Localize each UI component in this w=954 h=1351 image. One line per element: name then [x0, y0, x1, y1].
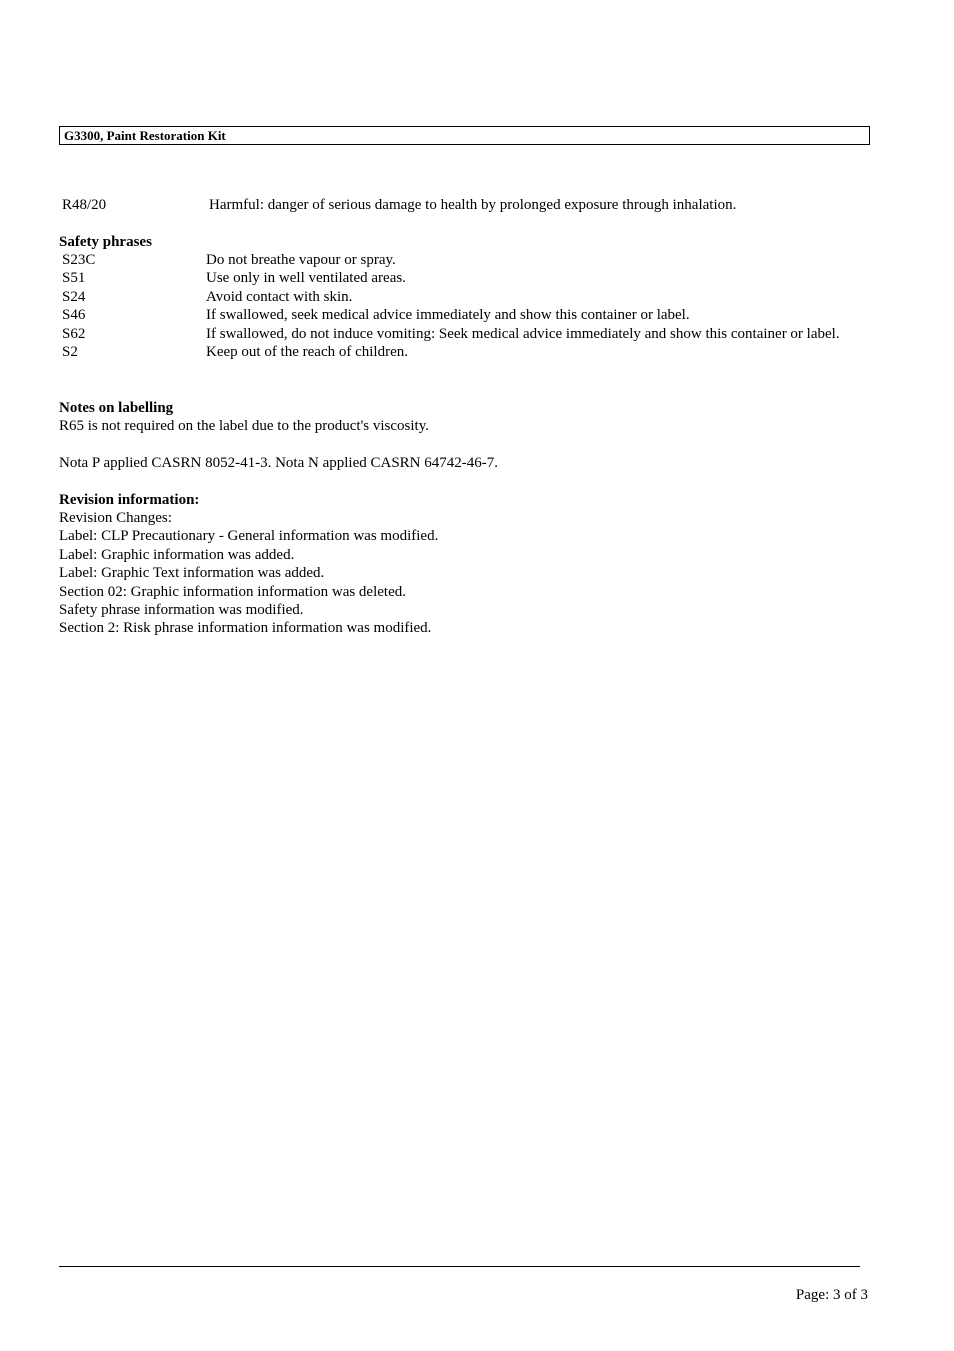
revision-line: Safety phrase information was modified. — [59, 602, 304, 619]
safety-phrase-code: S62 — [62, 325, 86, 342]
document-header — [59, 126, 870, 145]
safety-phrase-text: Keep out of the reach of children. — [206, 344, 408, 361]
revision-line: Revision Changes: — [59, 510, 172, 526]
safety-phrase-row — [62, 251, 862, 269]
safety-phrase-row — [62, 269, 862, 287]
safety-phrase-row — [62, 306, 862, 324]
safety-phrase-text: Avoid contact with skin. — [206, 288, 353, 305]
safety-phrase-code: S51 — [62, 270, 86, 287]
safety-phrase-row — [62, 288, 862, 306]
revision-line: Label: Graphic information was added. — [59, 546, 295, 563]
safety-phrase-text: Use only in well ventilated areas. — [206, 270, 406, 287]
revision-line: Section 2: Risk phrase information information was modified. — [59, 620, 432, 637]
safety-phrase-text: If swallowed, seek medical advice immediately and show this container or label. — [206, 307, 690, 324]
notes-line: R65 is not required on the label due to the product's viscosity. — [59, 418, 429, 434]
revision-list — [59, 509, 438, 638]
risk-phrase-code: R48/20 — [62, 197, 107, 213]
notes-heading: Notes on labelling — [59, 400, 174, 416]
page-number: Page: 3 of 3 — [795, 1287, 868, 1303]
revision-line: Label: Graphic Text information was added. — [59, 565, 325, 582]
safety-phrase-text: Do not breathe vapour or spray. — [206, 252, 396, 268]
risk-phrase-text: Harmful: danger of serious damage to health by prolonged exposure through inhalation. — [209, 197, 737, 213]
safety-phrase-code: S24 — [62, 288, 86, 305]
safety-phrases-list — [62, 251, 862, 361]
safety-phrase-code: S23C — [62, 252, 96, 268]
safety-phrase-text: If swallowed, do not induce vomiting: Seek medical advice immediately and show this container or label. — [206, 325, 840, 342]
revision-heading: Revision information: — [59, 492, 200, 508]
revision-line: Label: CLP Precautionary - General information was modified. — [59, 528, 439, 545]
footer-divider — [59, 1266, 860, 1267]
safety-phrase-row — [62, 325, 862, 343]
revision-line: Section 02: Graphic information information was deleted. — [59, 583, 406, 600]
safety-phrases-heading: Safety phrases — [59, 234, 152, 250]
document-title: G3300, Paint Restoration Kit — [64, 128, 226, 143]
notes-line: Nota P applied CASRN 8052-41-3. Nota N applied CASRN 64742-46-7. — [59, 455, 498, 471]
safety-phrase-row — [62, 343, 862, 361]
safety-phrase-code: S46 — [62, 307, 86, 324]
safety-phrase-code: S2 — [62, 344, 78, 361]
